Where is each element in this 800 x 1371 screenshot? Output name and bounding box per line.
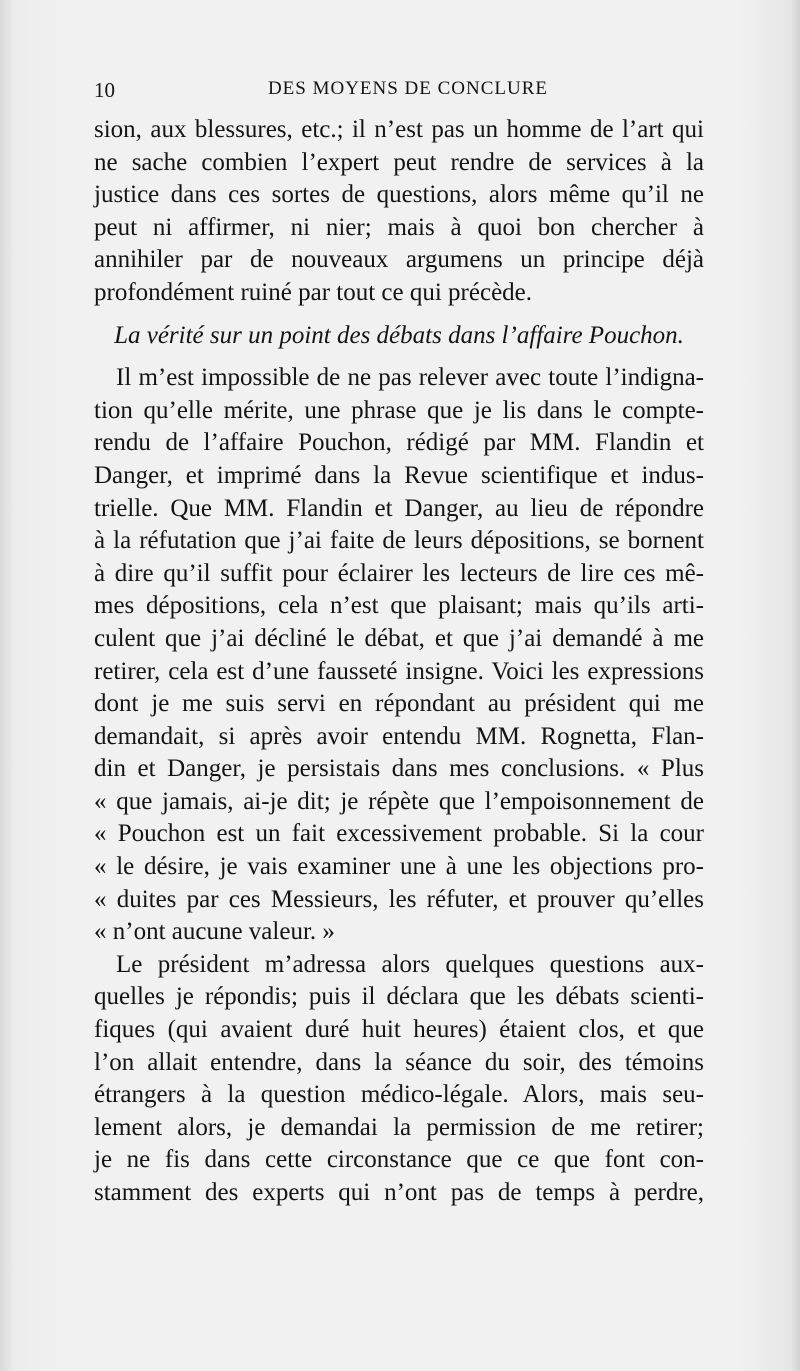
text-line: Le président m’adressa alors quelques questions aux-	[116, 950, 704, 978]
section-heading: La vérité sur un point des débats dans l’affaire Pouchon.	[114, 321, 684, 349]
text-line: rendu de l’affaire Pouchon, rédigé par MM. Flandin et	[94, 429, 704, 457]
running-title: DES MOYENS DE CONCLURE	[267, 78, 549, 99]
paragraph-1	[94, 114, 704, 310]
text-line: ne sache combien l’expert peut rendre de services à la	[94, 148, 704, 176]
text-line: « Pouchon est un fait excessivement probable. Si la cour	[94, 820, 704, 848]
text-line: « le désire, je vais examiner une à une les objections pro-	[94, 853, 704, 881]
body-text	[94, 114, 704, 1210]
text-line: étrangers à la question médico-légale. Alors, mais seu-	[94, 1081, 704, 1109]
text-line: mes dépositions, cela n’est que plaisant; mais qu’ils arti-	[94, 592, 704, 620]
text-line: peut ni affirmer, ni nier; mais à quoi bon chercher à	[94, 213, 704, 241]
paragraph-2	[94, 362, 704, 949]
text-line: trielle. Que MM. Flandin et Danger, au lieu de répondre	[94, 494, 704, 522]
text-line: demandait, si après avoir entendu MM. Rognetta, Flan-	[94, 722, 704, 750]
page-header	[94, 74, 702, 106]
text-line: justice dans ces sortes de questions, alors même qu’il ne	[94, 181, 704, 209]
text-line: Danger, et imprimé dans la Revue scientifique et indus-	[94, 461, 704, 489]
text-line: dont je me suis servi en répondant au président qui me	[94, 690, 704, 718]
paragraph-3	[94, 949, 704, 1210]
text-line: retirer, cela est d’une fausseté insigne. Voici les expressions	[94, 657, 704, 685]
text-line: Il m’est impossible de ne pas relever avec toute l’indigna-	[116, 364, 704, 392]
text-line: culent que j’ai décliné le débat, et que j’ai demandé à me	[94, 624, 704, 652]
text-line: profondément ruiné par tout ce qui précède.	[94, 278, 533, 306]
text-line: à dire qu’il suffit pour éclairer les lecteurs de lire ces mê-	[94, 559, 704, 587]
text-line: stamment des experts qui n’ont pas de temps à perdre,	[94, 1179, 704, 1206]
text-line: fiques (qui avaient duré huit heures) étaient clos, et que	[94, 1016, 704, 1044]
text-line: lement alors, je demandai la permission de me retirer;	[94, 1113, 704, 1141]
text-line: tion qu’elle mérite, une phrase que je lis dans le compte-	[94, 396, 704, 424]
text-line: « n’ont aucune valeur. »	[94, 918, 335, 946]
text-line: je ne fis dans cette circonstance que ce que font con-	[94, 1146, 704, 1174]
text-line: quelles je répondis; puis il déclara que les débats scienti-	[94, 983, 704, 1011]
text-line: l’on allait entendre, dans la séance du soir, des témoins	[94, 1048, 704, 1076]
text-line: « que jamais, ai-je dit; je répète que l’empoisonnement de	[94, 787, 704, 815]
page-number: 10	[94, 78, 115, 102]
text-line: annihiler par de nouveaux argumens un principe déjà	[94, 246, 704, 274]
text-line: à la réfutation que j’ai faite de leurs dépositions, se bornent	[94, 527, 704, 555]
text-line: « duites par ces Messieurs, les réfuter, et prouver qu’elles	[94, 885, 704, 913]
text-line: din et Danger, je persistais dans mes conclusions. « Plus	[94, 755, 704, 783]
text-line: sion, aux blessures, etc.; il n’est pas un homme de l’art qui	[94, 116, 704, 143]
